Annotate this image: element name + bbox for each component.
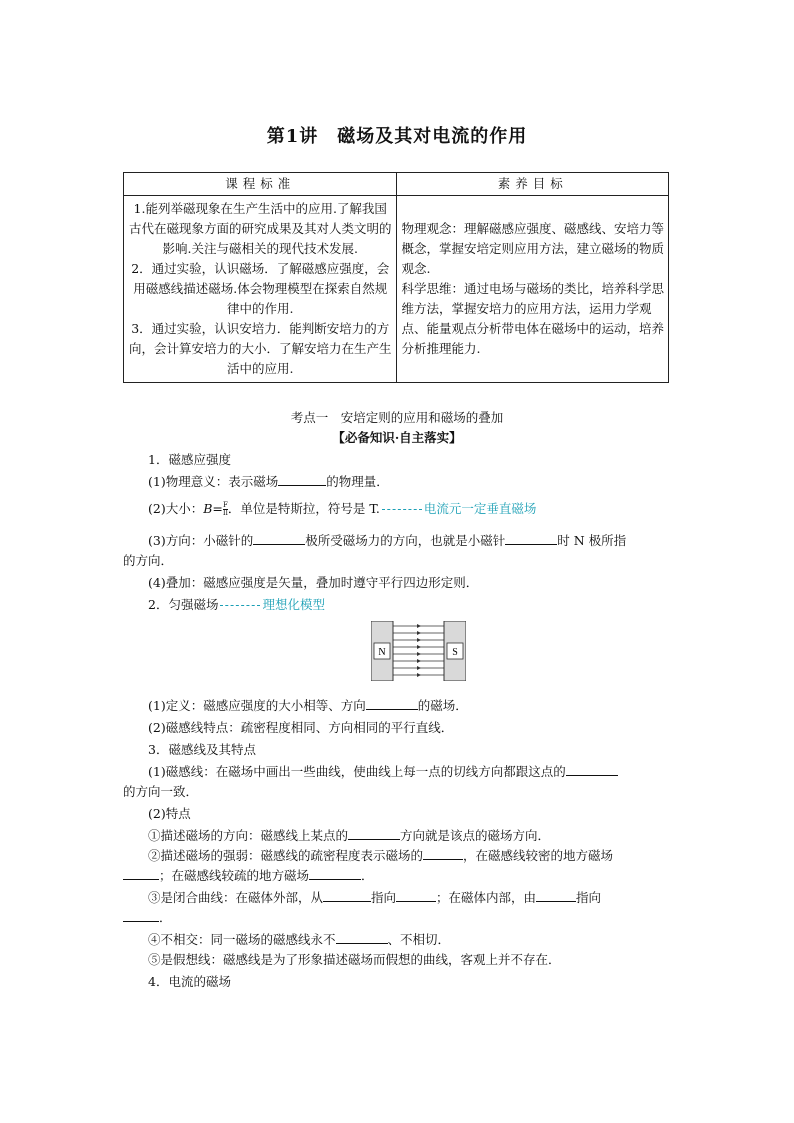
text: 2．匀强磁场 xyxy=(148,597,219,612)
fill-blank xyxy=(505,532,557,545)
text: (1)磁感线：在磁场中画出一些曲线，使曲线上每一点的切线方向都跟这点的 xyxy=(148,764,566,779)
item-3f xyxy=(148,930,450,948)
item-3d xyxy=(148,846,613,864)
text: 、不相切． xyxy=(387,932,451,947)
annotation-note: 电流元一定垂直磁场 xyxy=(423,501,537,516)
field-arrow xyxy=(417,631,421,635)
field-lines xyxy=(393,624,444,677)
fill-blank xyxy=(423,847,463,860)
section-heading: 考点一 安培定则的应用和磁场的叠加 xyxy=(290,410,504,425)
item-3g: ⑤是假想线：磁感线是为了形象描述磁场而假想的曲线，客观上并不存在． xyxy=(148,952,561,967)
item-4-heading: 4．电流的磁场 xyxy=(148,974,231,989)
goal-item: 物理观念：理解磁感应强度、磁感线、安培力等概念，掌握安培定则应用方法，建立磁场的物质观念. xyxy=(401,221,664,276)
item-3a xyxy=(148,762,618,780)
fill-blank xyxy=(123,867,159,880)
item-1b xyxy=(148,499,536,517)
item-3b: (2)特点 xyxy=(148,806,191,821)
field-arrow xyxy=(417,645,421,649)
text: ；在磁感线较疏的地方磁场 xyxy=(159,868,310,883)
text: 方向就是该点的磁场方向． xyxy=(400,828,551,843)
text: 的物理量． xyxy=(326,474,389,489)
south-label: S xyxy=(452,647,458,658)
item-3c xyxy=(148,826,550,844)
field-arrow xyxy=(417,659,421,663)
item-2a xyxy=(148,696,468,714)
uniform-field-magnet-diagram xyxy=(371,621,466,681)
text: 时 N 极所指 xyxy=(557,533,627,548)
standard-item: 2．通过实验，认识磁场．了解磁感应强度，会用磁感线描述磁场.体会物理模型在探索自然规律中的作用. xyxy=(131,261,390,316)
item-1a xyxy=(148,472,389,490)
numerator: F xyxy=(222,501,228,509)
field-arrow xyxy=(417,652,421,656)
item-1c-cont: 的方向． xyxy=(123,553,174,568)
fill-blank xyxy=(536,889,576,902)
fill-blank xyxy=(348,827,400,840)
section-subheading: 【必备知识·自主落实】 xyxy=(332,430,462,445)
fill-blank xyxy=(366,697,418,710)
text: 的磁场． xyxy=(417,698,468,713)
text: ④不相交：同一磁场的磁感线永不 xyxy=(148,932,336,947)
item-3d-cont xyxy=(123,866,374,884)
fill-blank xyxy=(323,889,371,902)
goal-item: 科学思维：通过电场与磁场的类比，培养科学思维方法，掌握安培力的应用方法，运用力学观点、能量观点分析带电体在磁场中的运动，培养分析推理能力. xyxy=(401,281,664,356)
field-arrow xyxy=(417,624,421,628)
item-3-heading: 3．磁感线及其特点 xyxy=(148,742,256,757)
table-header-left: 课程标准 xyxy=(124,173,397,196)
standard-item: 3．通过实验，认识安培力．能判断安培力的方向，会计算安培力的大小．了解安培力在生产生活中的应用. xyxy=(128,321,392,376)
fill-blank xyxy=(278,473,326,486)
field-arrow xyxy=(417,673,421,677)
item-3e-cont xyxy=(123,908,172,926)
item-2-heading xyxy=(148,595,325,613)
fill-blank xyxy=(253,532,305,545)
item-1-heading: 1．磁感应强度 xyxy=(148,452,231,467)
denominator: Il xyxy=(222,509,228,517)
literacy-goals-cell xyxy=(397,196,669,383)
item-1c xyxy=(148,531,626,549)
text: ． xyxy=(361,868,374,883)
north-label: N xyxy=(378,647,386,658)
page-title: 第1讲 磁场及其对电流的作用 xyxy=(266,126,528,147)
text: (1)物理意义：表示磁场 xyxy=(148,474,279,489)
curriculum-table xyxy=(123,172,669,383)
annotation-arrow xyxy=(220,605,260,606)
text: ③是闭合曲线：在磁体外部，从 xyxy=(148,890,324,905)
annotation-arrow xyxy=(382,509,422,510)
text: (1)定义：磁感应强度的大小相等、方向 xyxy=(148,698,366,713)
item-3a-cont: 的方向一致． xyxy=(123,784,199,799)
text: ，在磁感线较密的地方磁场 xyxy=(463,848,614,863)
text: ． xyxy=(159,910,172,925)
field-arrow xyxy=(417,638,421,642)
item-3e xyxy=(148,888,601,906)
item-1d: (4)叠加：磁感应强度是矢量，叠加时遵守平行四边形定则． xyxy=(148,575,479,590)
text: 极所受磁场力的方向，也就是小磁针 xyxy=(305,533,506,548)
fill-blank xyxy=(309,867,361,880)
text: ．单位是特斯拉，符号是 T. xyxy=(227,501,380,516)
text: ；在磁体内部，由 xyxy=(436,890,537,905)
text: ①描述磁场的方向：磁感线上某点的 xyxy=(148,828,349,843)
annotation-note: 理想化模型 xyxy=(262,597,325,612)
text: ②描述磁场的强弱：磁感线的疏密程度表示磁场的 xyxy=(148,848,424,863)
field-arrow xyxy=(417,666,421,670)
item-2b: (2)磁感线特点：疏密程度相同、方向相同的平行直线． xyxy=(148,720,454,735)
text: 指向 xyxy=(576,890,602,905)
fill-blank xyxy=(566,763,618,776)
fill-blank xyxy=(336,931,388,944)
formula-lhs: B= xyxy=(203,501,223,516)
table-header-right: 素养目标 xyxy=(397,173,669,196)
standard-item: 1.能列举磁现象在生产生活中的应用.了解我国古代在磁现象方面的研究成果及其对人类文明的影响.关注与磁相关的现代技术发展. xyxy=(128,201,392,256)
fill-blank xyxy=(123,909,159,922)
text: (3)方向：小磁针的 xyxy=(148,533,254,548)
text: (2)大小： xyxy=(148,501,204,516)
text: 指向 xyxy=(371,890,397,905)
curriculum-standards-cell xyxy=(124,196,397,383)
fill-blank xyxy=(396,889,436,902)
